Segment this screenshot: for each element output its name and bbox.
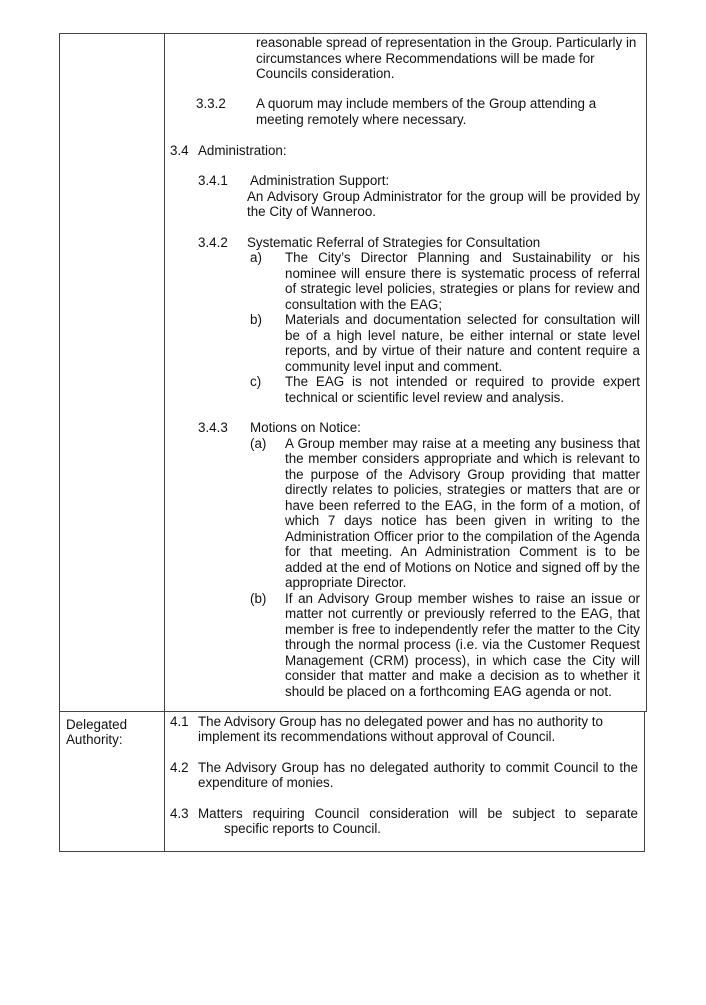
clause-number: 3.3.2 [196, 96, 226, 111]
item-label: b) [250, 312, 262, 327]
text-line: technical or scientific level review and analysis. [285, 390, 565, 405]
row-heading-line: Authority: [66, 732, 123, 747]
text-line: community level input and comment. [285, 359, 503, 374]
item-label: c) [250, 374, 262, 389]
text-line: meeting remotely where necessary. [256, 112, 467, 127]
text-line: member is free to independently refer the matter to the City [285, 622, 640, 637]
text-line: Matters requiring Council consideration will be subject to separate [198, 806, 638, 821]
text-line: If an Advisory Group member wishes to raise an issue or [285, 591, 640, 606]
clause-number: 4.2 [170, 760, 189, 775]
clause-title: Motions on Notice: [250, 420, 361, 435]
row-heading-line: Delegated [66, 717, 128, 732]
table-column-divider [164, 33, 165, 852]
text-line: of strategic level policies, strategies or plans for review and [285, 281, 640, 296]
text-line: The EAG is not intended or required to provide expert [285, 374, 640, 389]
clause-number: 3.4.2 [198, 235, 228, 250]
text-line: the City of Wanneroo. [247, 204, 377, 219]
table-row-divider [59, 711, 647, 712]
clause-title: Systematic Referral of Strategies for Consultation [247, 235, 541, 250]
text-line: Councils consideration. [256, 66, 395, 81]
text-line: nominee will ensure there is systematic process of referral [285, 266, 640, 281]
text-line: Administration Officer prior to the compilation of the Agenda [285, 529, 640, 544]
text-line: consider that matter and make a decision as to whether it [285, 668, 640, 683]
text-line: appropriate Director. [285, 575, 407, 590]
text-line: circumstances where Recommendations will be made for [256, 51, 595, 66]
clause-number: 4.3 [170, 806, 189, 821]
table-left-border [59, 33, 60, 852]
text-line: consultation with the EAG; [285, 297, 443, 312]
table-bottom-border [59, 851, 645, 852]
text-line: The Advisory Group has no delegated power and has no authority to [198, 714, 603, 729]
text-line: should be placed on a forthcoming EAG agenda or not. [285, 684, 612, 699]
clause-number: 3.4 [170, 143, 189, 158]
clause-title: Administration Support: [250, 173, 390, 188]
clause-number: 3.4.3 [198, 420, 228, 435]
text-line: for that meeting. An Administration Comment is to be [285, 544, 640, 559]
item-label: (a) [250, 436, 267, 451]
table-right-border-upper [646, 33, 647, 712]
text-line: The City’s Director Planning and Sustainability or his [285, 250, 640, 265]
item-label: a) [250, 250, 262, 265]
text-line: A Group member may raise at a meeting any business that [285, 436, 640, 451]
text-line: An Advisory Group Administrator for the group will be provided by [247, 189, 640, 204]
text-line: Management (CRM) process), in which case the City will [285, 653, 640, 668]
text-line: The Advisory Group has no delegated authority to commit Council to the [198, 760, 638, 775]
item-label: (b) [250, 591, 267, 606]
text-line: the member considers appropriate and which is relevant to [285, 451, 640, 466]
text-line: which 7 days notice has been given in writing to the [285, 513, 640, 528]
text-line: implement its recommendations without approval of Council. [198, 729, 556, 744]
text-line: added at the end of Motions on Notice and signed off by the [285, 560, 640, 575]
text-line: A quorum may include members of the Group attending a [256, 96, 597, 111]
text-line: the purpose of the Advisory Group providing that matter [285, 467, 640, 482]
table-top-border [59, 33, 647, 34]
text-line: specific reports to Council. [224, 821, 382, 836]
text-line: through the normal process (i.e. via the Customer Request [285, 637, 640, 652]
clause-number: 3.4.1 [198, 173, 228, 188]
text-line: be of a high level nature, be either internal or state level [285, 328, 640, 343]
table-right-border-lower [644, 711, 645, 852]
text-line: reports, and by virtue of their nature and content require a [285, 343, 640, 358]
text-line: have been referred to the EAG, in the form of a motion, of [285, 498, 640, 513]
text-line: directly relates to policies, strategies or matters that are or [285, 482, 640, 497]
section-title: Administration: [198, 143, 287, 158]
text-line: reasonable spread of representation in the Group. Particularly in [256, 35, 637, 50]
text-line: expenditure of monies. [198, 775, 334, 790]
text-line: matter not currently or previously referred to the EAG, that [285, 606, 640, 621]
text-line: Materials and documentation selected for consultation will [285, 312, 640, 327]
clause-number: 4.1 [170, 714, 189, 729]
